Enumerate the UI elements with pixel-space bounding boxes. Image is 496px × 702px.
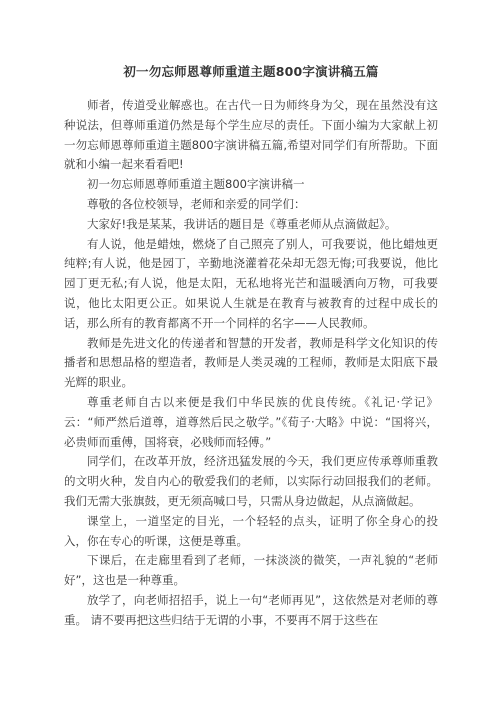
greeting-paragraph: 大家好!我是某某，我讲话的题目是《尊重老师从点滴做起》。 bbox=[87, 216, 397, 231]
body-paragraph: 尊重老师自古以来便是我们中华民族的优良传统。《礼记·学记》云：“师严然后道尊，道尊然后民之敬学。”《荀子·大略》中说：“国将兴，必贵师而重傅，国将衰，必贱师而轻傅。” bbox=[64, 394, 438, 449]
speech-heading: 初一勿忘师恩尊师重道主题800字演讲稿一 bbox=[87, 177, 305, 192]
body-paragraph: 教师是先进文化的传递者和智慧的开发者，教师是科学文化知识的传播者和思想品格的塑造者，教师是人类灵魂的工程师，教师是太阳底下最光辉的职业。 bbox=[64, 335, 438, 390]
intro-paragraph: 师者，传道受业解惑也。在古代一日为师终身为父，现在虽然没有这种说法，但尊师重道仍然是每个学生应尽的责任。下面小编为大家献上初一勿忘师恩尊师重道主题800字演讲稿五篇,希望对同学们有所帮助。下面就和小编一起来看看吧! bbox=[64, 98, 438, 172]
document-title: 初一勿忘师恩尊师重道主题800字演讲稿五篇 bbox=[123, 64, 379, 79]
body-paragraph: 课堂上，一道坚定的目光，一个轻轻的点头，证明了你全身心的投入，你在专心的听课，这便是尊重。 bbox=[64, 513, 438, 548]
body-paragraph: 下课后，在走廊里看到了老师，一抹淡淡的微笑，一声礼貌的“老师好”，这也是一种尊重。 bbox=[64, 553, 438, 588]
body-paragraph: 有人说，他是蜡烛，燃烧了自己照亮了别人，可我要说，他比蜡烛更纯粹;有人说，他是园丁，辛勤地浇灌着花朵却无怨无悔;可我要说，他比园丁更无私;有人说，他是太阳，无私地将光芒和温暖洒向万物，可我要说，他比太阳更公正。如果说人生就是在教育与被教育的过程中成长的话，那么所有的教育都离不开一个同样的名字——人民教师。 bbox=[64, 236, 438, 330]
body-paragraph: 放学了，向老师招招手，说上一句“老师再见”，这依然是对老师的尊重。 请不要再把这些归结于无谓的小事，不要再不屑于这些在 bbox=[64, 592, 438, 627]
body-paragraph: 同学们，在改革开放，经济迅猛发展的今天，我们更应传承尊师重教的文明火种，发自内心的敬爱我们的老师，以实际行动回报我们的老师。我们无需大张旗鼓，更无须高喊口号，只需从身边做起，从点滴做起。 bbox=[64, 454, 438, 508]
salutation: 尊敬的各位校领导，老师和亲爱的同学们： bbox=[87, 196, 306, 211]
